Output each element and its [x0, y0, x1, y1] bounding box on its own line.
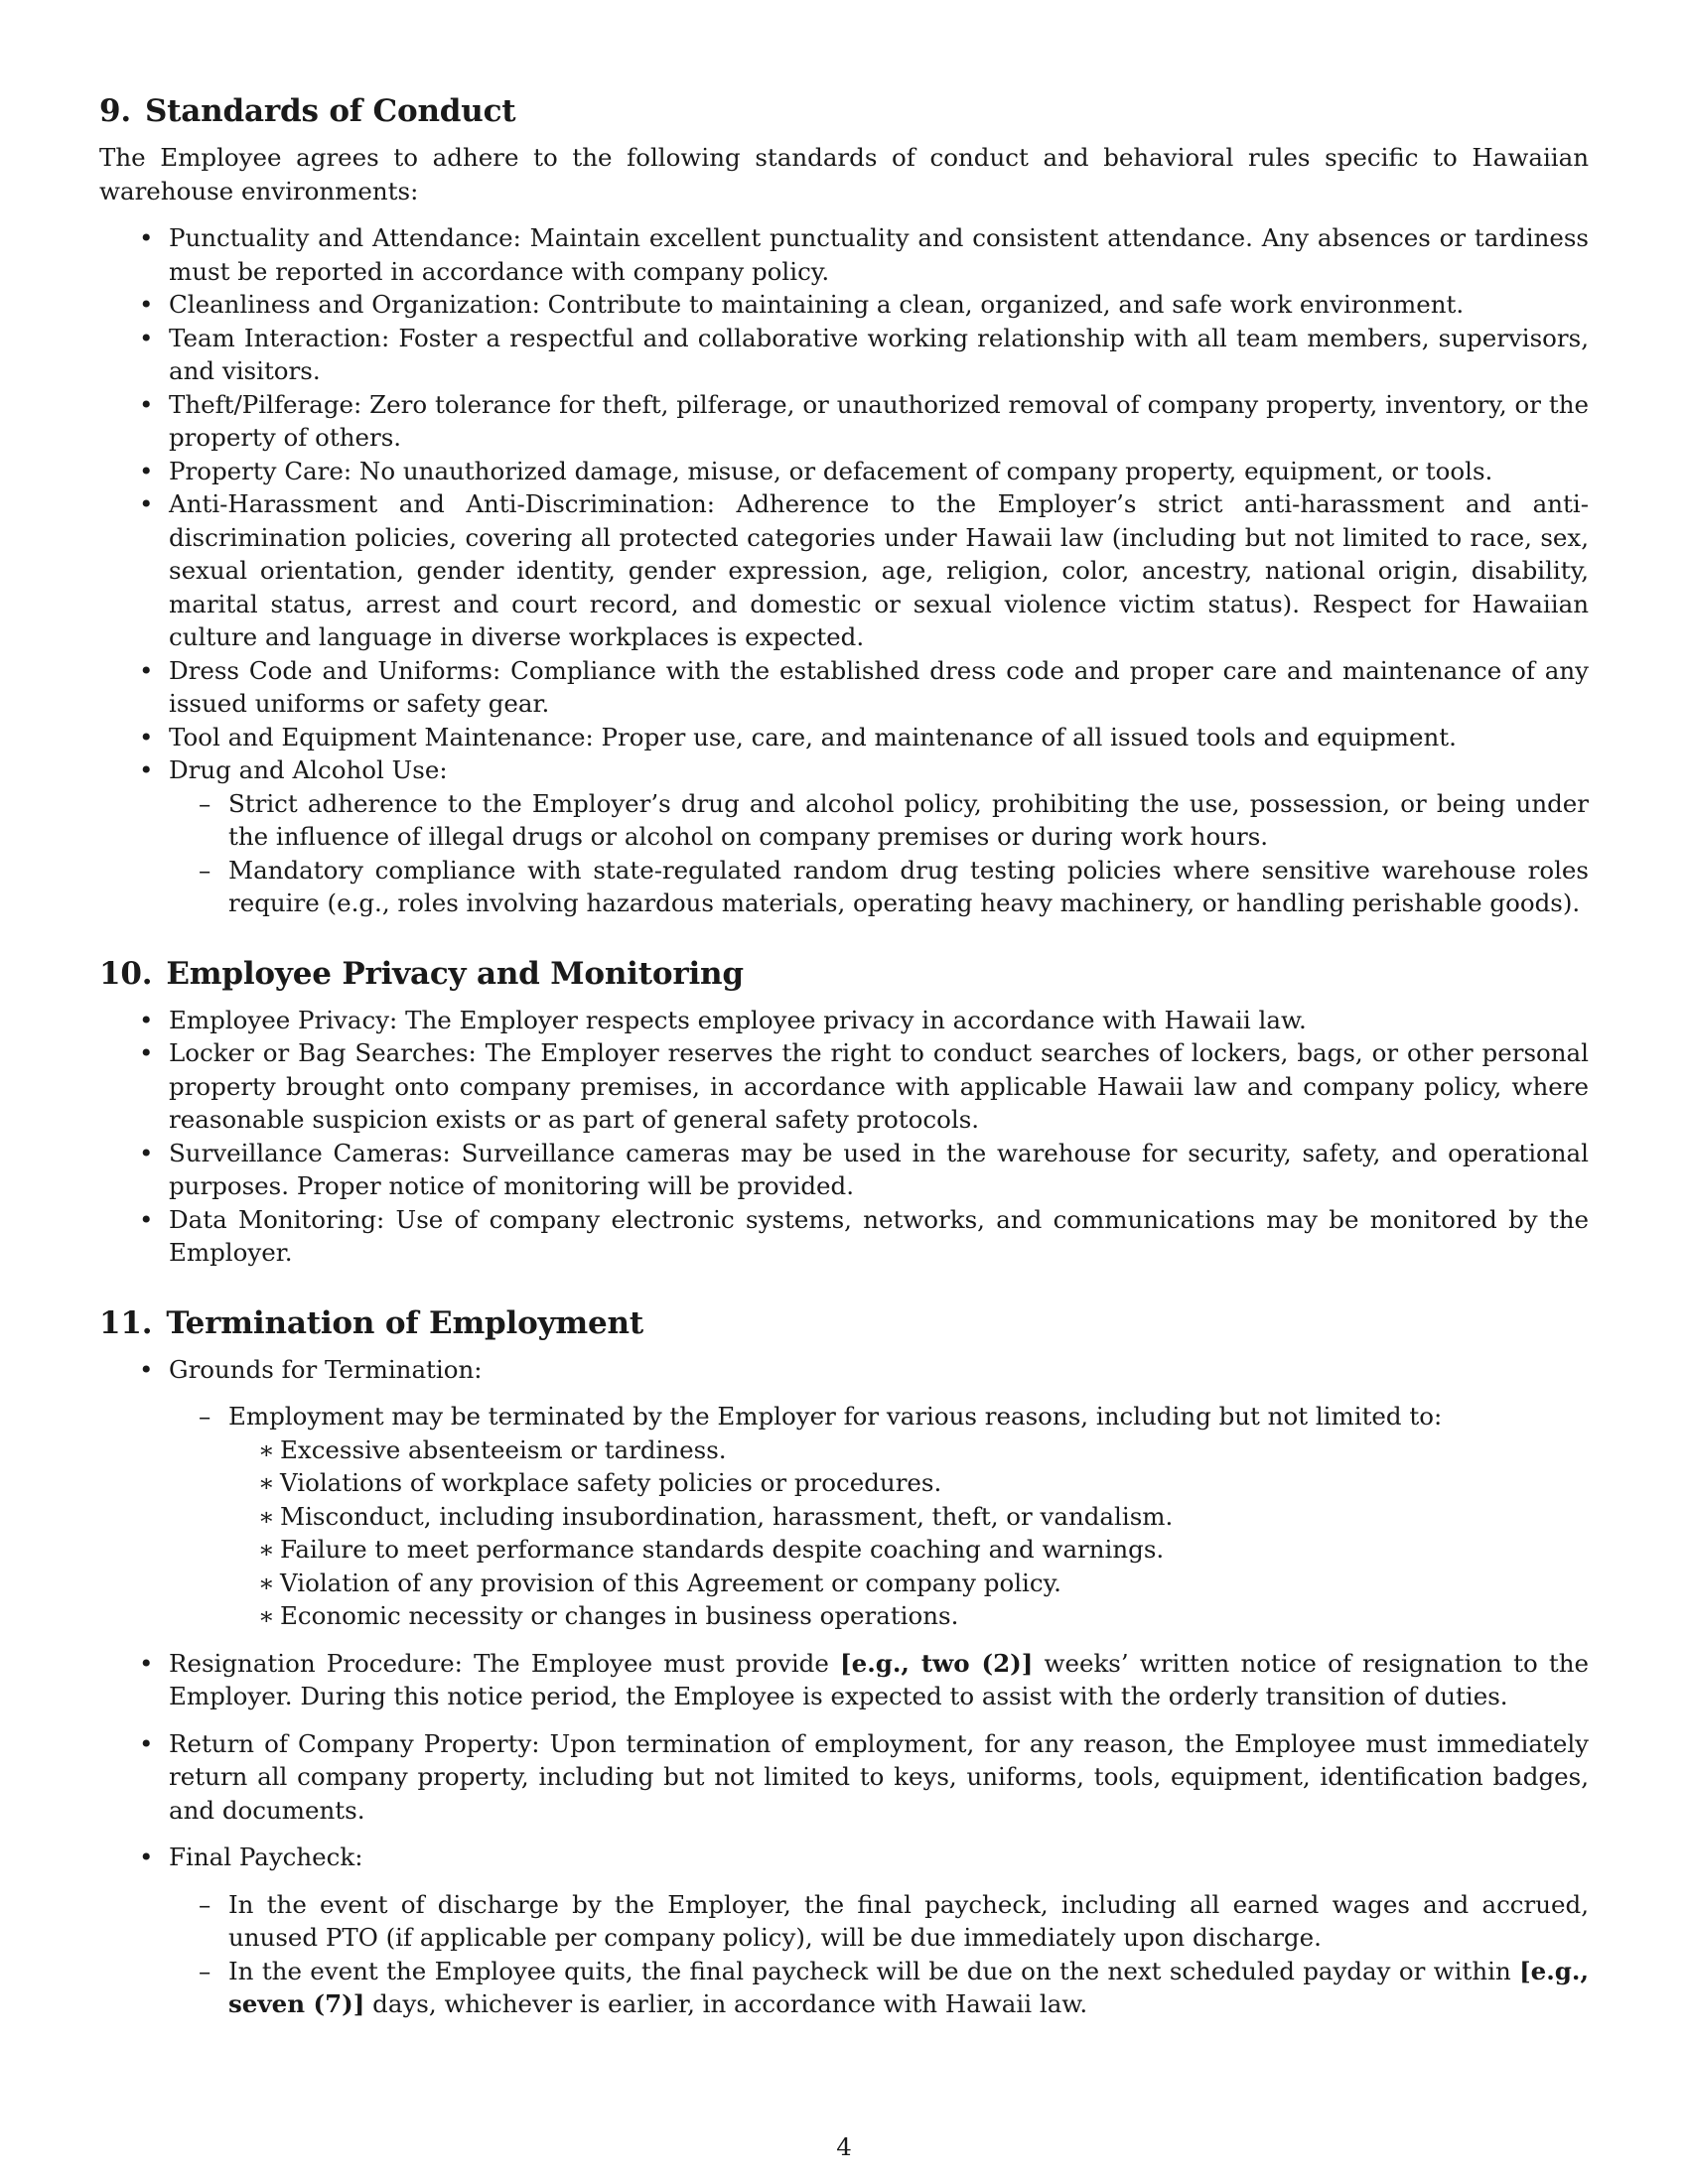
list-item: • Data Monitoring: Use of company electronic systems, networks, and communications may be monitored by the Employer.: [99, 1203, 1589, 1270]
reason-item: ∗ Economic necessity or changes in business operations.: [228, 1599, 1589, 1633]
page-number: 4: [836, 2132, 852, 2161]
reason-item: ∗ Excessive absenteeism or tardiness.: [228, 1433, 1589, 1467]
list-item-grounds: • Grounds for Termination: – Employment may be terminated by the Employer for various reasons, including but not limited to: ∗ Excessive absenteeism or tardiness. ∗ Violations of workplace safety policies or procedures. ∗ Misconduct, including insubordination, harassment, theft, or vandalism. ∗ Failure to meet performance standards despite coaching and warnings. ∗ Violation of any provision of this Agreement or company policy. ∗ Economic necessity or changes in business operations.: [99, 1353, 1589, 1633]
list-item: • Tool and Equipment Maintenance: Proper use, care, and maintenance of all issued tools and equipment.: [99, 721, 1589, 754]
list-item-resignation: • Resignation Procedure: The Employee must provide [e.g., two (2)] weeks’ written notice of resignation to the Employer. During this notice period, the Employee is expected to assist with the orderly transition of duties.: [99, 1647, 1589, 1713]
list-item: • Cleanliness and Organization: Contribute to maintaining a clean, organized, and safe work environment.: [99, 288, 1589, 322]
drug-alcohol-sublist: [169, 787, 1589, 920]
final-paycheck-sublist: [169, 1888, 1589, 2021]
list-item: • Team Interaction: Foster a respectful and collaborative working relationship with all team members, supervisors, and visitors.: [99, 322, 1589, 388]
privacy-list: [99, 1004, 1589, 1270]
reason-item: ∗ Violations of workplace safety policies or procedures.: [228, 1466, 1589, 1500]
list-item: • Surveillance Cameras: Surveillance cameras may be used in the warehouse for security, safety, and operational purposes. Proper notice of monitoring will be provided.: [99, 1137, 1589, 1203]
list-item-return-property: • Return of Company Property: Upon termination of employment, for any reason, the Employee must immediately return all company property, including but not limited to keys, uniforms, tools, equipment, identification badges, and documents.: [99, 1727, 1589, 1828]
section-heading: 9. Standards of Conduct: [99, 93, 516, 129]
reason-item: ∗ Violation of any provision of this Agreement or company policy.: [228, 1567, 1589, 1600]
termination-list: [99, 1353, 1589, 2021]
list-item: • Punctuality and Attendance: Maintain excellent punctuality and consistent attendance. Any absences or tardiness must be reported in accordance with company policy.: [99, 221, 1589, 288]
sub-list-item: – Strict adherence to the Employer’s drug and alcohol policy, prohibiting the use, possession, or being under the influence of illegal drugs or alcohol on company premises or during work hours.: [169, 787, 1589, 854]
grounds-sublist: [169, 1400, 1589, 1633]
section-intro: The Employee agrees to adhere to the following standards of conduct and behavioral rules specific to Hawaiian warehouse environments:: [99, 143, 1589, 205]
document-page: [99, 91, 1589, 2055]
list-item: • Locker or Bag Searches: The Employer reserves the right to conduct searches of lockers, bags, or other personal property brought onto company premises, in accordance with applicable Hawaii law and company policy, where reasonable suspicion exists or as part of general safety protocols.: [99, 1036, 1589, 1137]
conduct-list: [99, 221, 1589, 920]
reason-item: ∗ Misconduct, including insubordination, harassment, theft, or vandalism.: [228, 1500, 1589, 1534]
sub-list-item: – In the event of discharge by the Employer, the final paycheck, including all earned wages and accrued, unused PTO (if applicable per company policy), will be due immediately upon discharge.: [169, 1888, 1589, 1955]
section-standards-of-conduct: [99, 91, 1589, 920]
section-employee-privacy: [99, 954, 1589, 1270]
list-item-final-paycheck: • Final Paycheck: – In the event of discharge by the Employer, the final paycheck, including all earned wages and accrued, unused PTO (if applicable per company policy), will be due immediately upon discharge. – In the event the Employee quits, the final paycheck will be due on the next scheduled payday or within [e.g., seven (7)] days, whichever is earlier, in accordance with Hawaii law.: [99, 1841, 1589, 2021]
list-item: • Anti-Harassment and Anti-Discrimination: Adherence to the Employer’s strict anti-harassment and anti-discrimination policies, covering all protected categories under Hawaii law (including but not limited to race, sex, sexual orientation, gender identity, gender expression, age, religion, color, ancestry, national origin, disability, marital status, arrest and court record, and domestic or sexual violence victim status). Respect for Hawaiian culture and language in diverse workplaces is expected.: [99, 487, 1589, 654]
section-heading: 11. Termination of Employment: [99, 1304, 643, 1341]
list-item: • Theft/Pilferage: Zero tolerance for theft, pilferage, or unauthorized removal of company property, inventory, or the property of others.: [99, 388, 1589, 455]
list-item: • Dress Code and Uniforms: Compliance with the established dress code and proper care and maintenance of any issued uniforms or safety gear.: [99, 654, 1589, 721]
section-heading: 10. Employee Privacy and Monitoring: [99, 955, 744, 992]
grounds-reasons-list: [228, 1433, 1589, 1633]
reason-item: ∗ Failure to meet performance standards despite coaching and warnings.: [228, 1533, 1589, 1567]
list-item: • Property Care: No unauthorized damage, misuse, or defacement of company property, equipment, or tools.: [99, 455, 1589, 488]
sub-list-item: – Mandatory compliance with state-regulated random drug testing policies where sensitive warehouse roles require (e.g., roles involving hazardous materials, operating heavy machinery, or handling perishable goods).: [169, 854, 1589, 920]
list-item: • Employee Privacy: The Employer respects employee privacy in accordance with Hawaii law.: [99, 1004, 1589, 1037]
list-item-drug-alcohol: • Drug and Alcohol Use: – Strict adherence to the Employer’s drug and alcohol policy, prohibiting the use, possession, or being under the influence of illegal drugs or alcohol on company premises or during work hours. – Mandatory compliance with state-regulated random drug testing policies where sensitive warehouse roles require (e.g., roles involving hazardous materials, operating heavy machinery, or handling perishable goods).: [99, 753, 1589, 920]
section-termination: [99, 1303, 1589, 2021]
sub-list-item: – In the event the Employee quits, the final paycheck will be due on the next scheduled payday or within [e.g., seven (7)] days, whichever is earlier, in accordance with Hawaii law.: [169, 1955, 1589, 2021]
sub-list-item: – Employment may be terminated by the Employer for various reasons, including but not limited to: ∗ Excessive absenteeism or tardiness. ∗ Violations of workplace safety policies or procedures. ∗ Misconduct, including insubordination, harassment, theft, or vandalism. ∗ Failure to meet performance standards despite coaching and warnings. ∗ Violation of any provision of this Agreement or company policy. ∗ Economic necessity or changes in business operations.: [169, 1400, 1589, 1633]
